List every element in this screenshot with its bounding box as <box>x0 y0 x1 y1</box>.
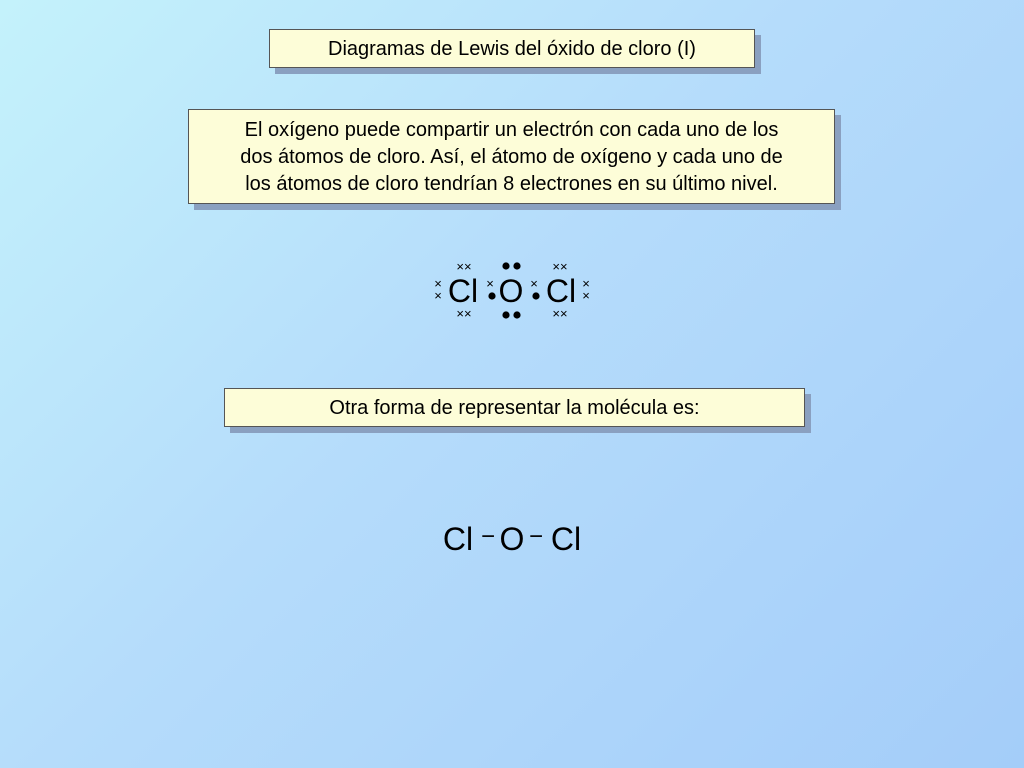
right-cl-top-electrons: ×× <box>552 259 568 274</box>
structural-formula <box>430 510 600 560</box>
other-form-text: Otra forma de representar la molécula es: <box>329 397 700 419</box>
oxygen-top-dot-2 <box>513 262 520 269</box>
lewis-diagram <box>420 250 610 326</box>
left-cl-side-electron-top: × <box>434 276 442 291</box>
slide-title <box>269 29 755 68</box>
oxygen-right-dot <box>532 292 539 299</box>
structural-oxygen: O <box>499 521 525 557</box>
explanation-line-1: El oxígeno puede compartir un electrón con cada uno de los <box>244 119 779 141</box>
right-cl-side-electron-top: × <box>582 276 590 291</box>
explanation-line-3: los átomos de cloro tendrían 8 electrones en su último nivel. <box>245 173 778 195</box>
slide-title-text: Diagramas de Lewis del óxido de cloro (I) <box>328 38 696 60</box>
explanation-box <box>188 109 835 204</box>
left-cl-side-electron-bottom: × <box>434 288 442 303</box>
right-bond-electron: × <box>530 276 538 291</box>
lewis-oxygen: O <box>498 273 524 309</box>
left-cl-bottom-electrons: ×× <box>456 306 472 321</box>
structural-bond-right: − <box>528 523 544 550</box>
explanation-line-2: dos átomos de cloro. Así, el átomo de oxígeno y cada uno de <box>240 146 783 168</box>
structural-right-chlorine: Cl <box>550 521 582 557</box>
oxygen-bottom-dot-2 <box>513 311 520 318</box>
structural-left-chlorine: Cl <box>442 521 474 557</box>
right-cl-bottom-electrons: ×× <box>552 306 568 321</box>
right-cl-side-electron-bottom: × <box>582 288 590 303</box>
structural-bond-left: − <box>480 523 496 550</box>
lewis-right-chlorine: Cl <box>545 273 577 309</box>
oxygen-bottom-dot-1 <box>502 311 509 318</box>
left-cl-top-electrons: ×× <box>456 259 472 274</box>
other-form-box <box>224 388 805 427</box>
oxygen-left-dot <box>488 292 495 299</box>
oxygen-top-dot-1 <box>502 262 509 269</box>
lewis-left-chlorine: Cl <box>447 273 479 309</box>
left-bond-electron: × <box>486 276 494 291</box>
